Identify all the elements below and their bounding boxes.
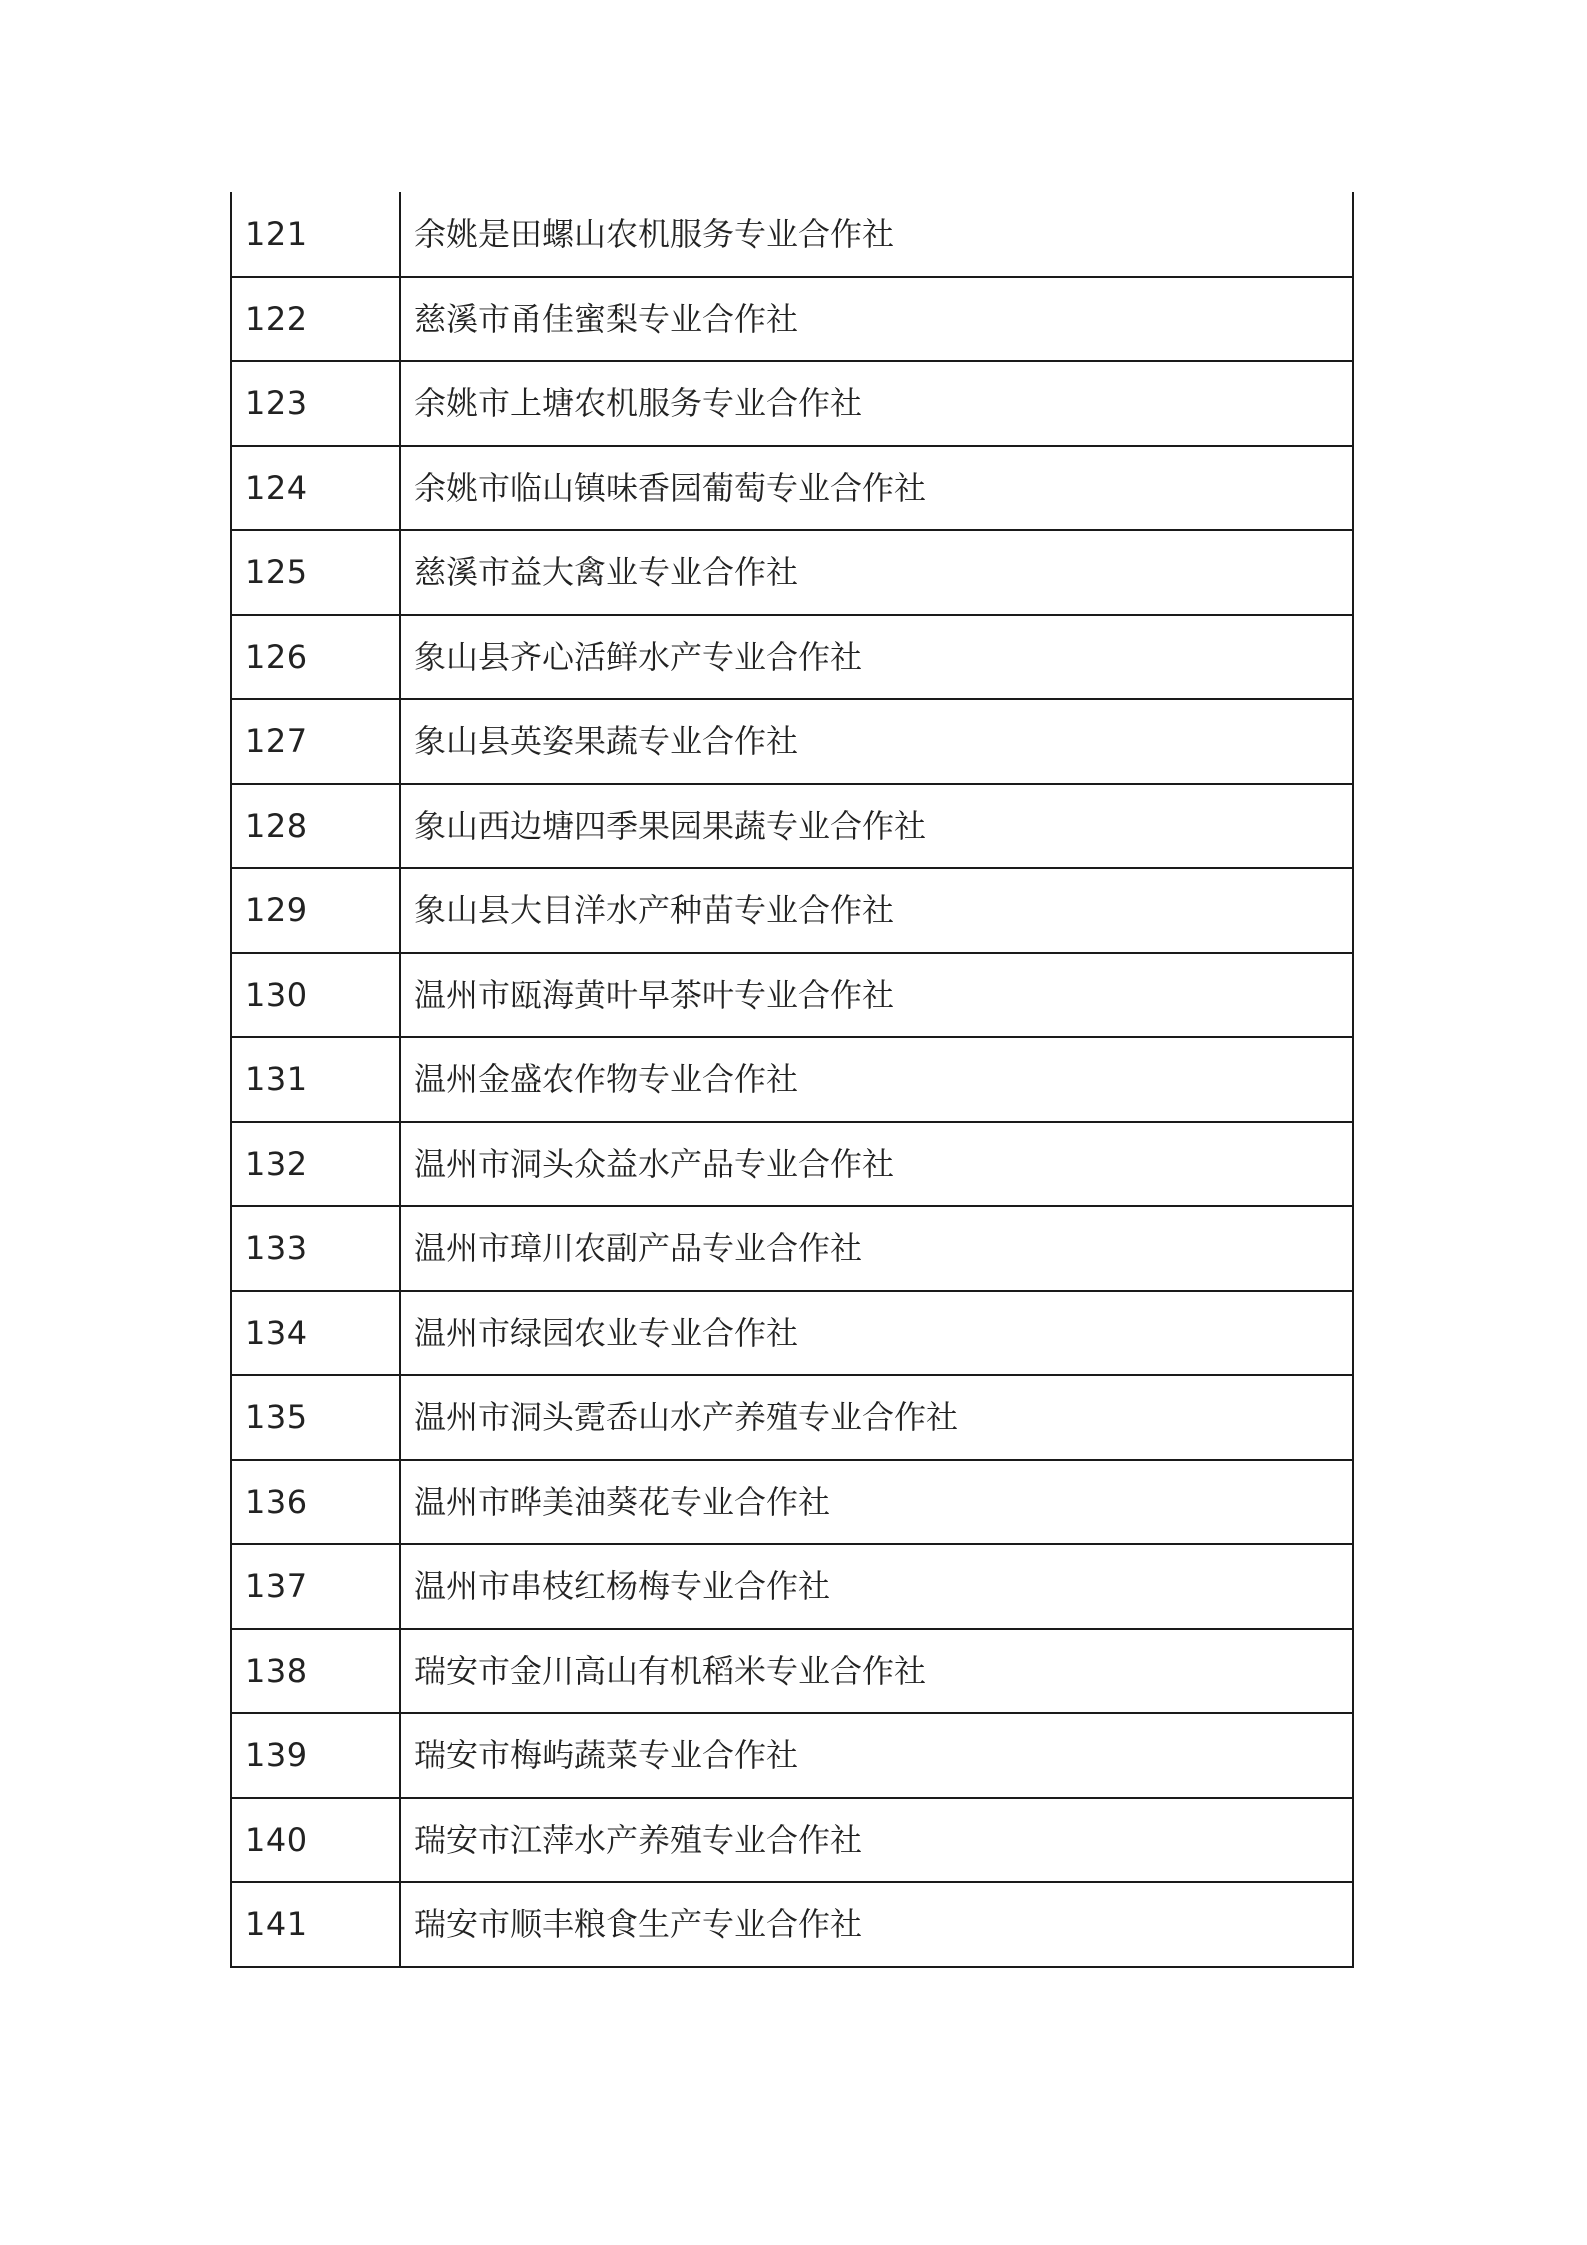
table-row <box>231 1882 1353 1967</box>
table-row <box>231 1037 1353 1122</box>
cooperative-name: 余姚市上塘农机服务专业合作社 <box>400 361 1353 446</box>
table-row <box>231 1122 1353 1207</box>
row-number: 134 <box>231 1291 400 1376</box>
cooperative-list-table <box>230 192 1354 1968</box>
cooperative-name: 瑞安市顺丰粮食生产专业合作社 <box>400 1882 1353 1967</box>
row-number: 140 <box>231 1798 400 1883</box>
cooperative-name: 象山西边塘四季果园果蔬专业合作社 <box>400 784 1353 869</box>
row-number: 130 <box>231 953 400 1038</box>
table-row <box>231 615 1353 700</box>
row-number: 127 <box>231 699 400 784</box>
table-row <box>231 446 1353 531</box>
row-number: 136 <box>231 1460 400 1545</box>
cooperative-name: 温州市瓯海黄叶早茶叶专业合作社 <box>400 953 1353 1038</box>
row-number: 123 <box>231 361 400 446</box>
table-row <box>231 1629 1353 1714</box>
row-number: 131 <box>231 1037 400 1122</box>
row-number: 133 <box>231 1206 400 1291</box>
row-number: 129 <box>231 868 400 953</box>
table-row <box>231 1713 1353 1798</box>
cooperative-name: 慈溪市益大禽业专业合作社 <box>400 530 1353 615</box>
cooperative-name: 余姚市临山镇味香园葡萄专业合作社 <box>400 446 1353 531</box>
table-row <box>231 361 1353 446</box>
cooperative-name: 温州市串枝红杨梅专业合作社 <box>400 1544 1353 1629</box>
table-row <box>231 1544 1353 1629</box>
table-row <box>231 784 1353 869</box>
table-row <box>231 1206 1353 1291</box>
table-row <box>231 1375 1353 1460</box>
row-number: 132 <box>231 1122 400 1207</box>
cooperative-name: 温州金盛农作物专业合作社 <box>400 1037 1353 1122</box>
cooperative-name: 瑞安市江萍水产养殖专业合作社 <box>400 1798 1353 1883</box>
row-number: 139 <box>231 1713 400 1798</box>
cooperative-name: 温州市洞头众益水产品专业合作社 <box>400 1122 1353 1207</box>
row-number: 135 <box>231 1375 400 1460</box>
table-row <box>231 868 1353 953</box>
row-number: 137 <box>231 1544 400 1629</box>
row-number: 141 <box>231 1882 400 1967</box>
row-number: 122 <box>231 277 400 362</box>
row-number: 121 <box>231 192 400 277</box>
cooperative-name: 余姚是田螺山农机服务专业合作社 <box>400 192 1353 277</box>
table-row <box>231 1291 1353 1376</box>
cooperative-name: 象山县英姿果蔬专业合作社 <box>400 699 1353 784</box>
cooperative-name: 瑞安市梅屿蔬菜专业合作社 <box>400 1713 1353 1798</box>
table-row <box>231 699 1353 784</box>
table-row <box>231 1460 1353 1545</box>
cooperative-name: 温州市晔美油葵花专业合作社 <box>400 1460 1353 1545</box>
row-number: 125 <box>231 530 400 615</box>
cooperative-name: 温州市绿园农业专业合作社 <box>400 1291 1353 1376</box>
cooperative-name: 瑞安市金川高山有机稻米专业合作社 <box>400 1629 1353 1714</box>
cooperative-name: 象山县大目洋水产种苗专业合作社 <box>400 868 1353 953</box>
cooperative-name: 慈溪市甬佳蜜梨专业合作社 <box>400 277 1353 362</box>
row-number: 128 <box>231 784 400 869</box>
row-number: 124 <box>231 446 400 531</box>
cooperative-name: 温州市璋川农副产品专业合作社 <box>400 1206 1353 1291</box>
table-row <box>231 1798 1353 1883</box>
table-row <box>231 192 1353 277</box>
row-number: 126 <box>231 615 400 700</box>
cooperative-name: 温州市洞头霓岙山水产养殖专业合作社 <box>400 1375 1353 1460</box>
row-number: 138 <box>231 1629 400 1714</box>
table-row <box>231 277 1353 362</box>
table-row <box>231 953 1353 1038</box>
cooperative-name: 象山县齐心活鲜水产专业合作社 <box>400 615 1353 700</box>
table-row <box>231 530 1353 615</box>
